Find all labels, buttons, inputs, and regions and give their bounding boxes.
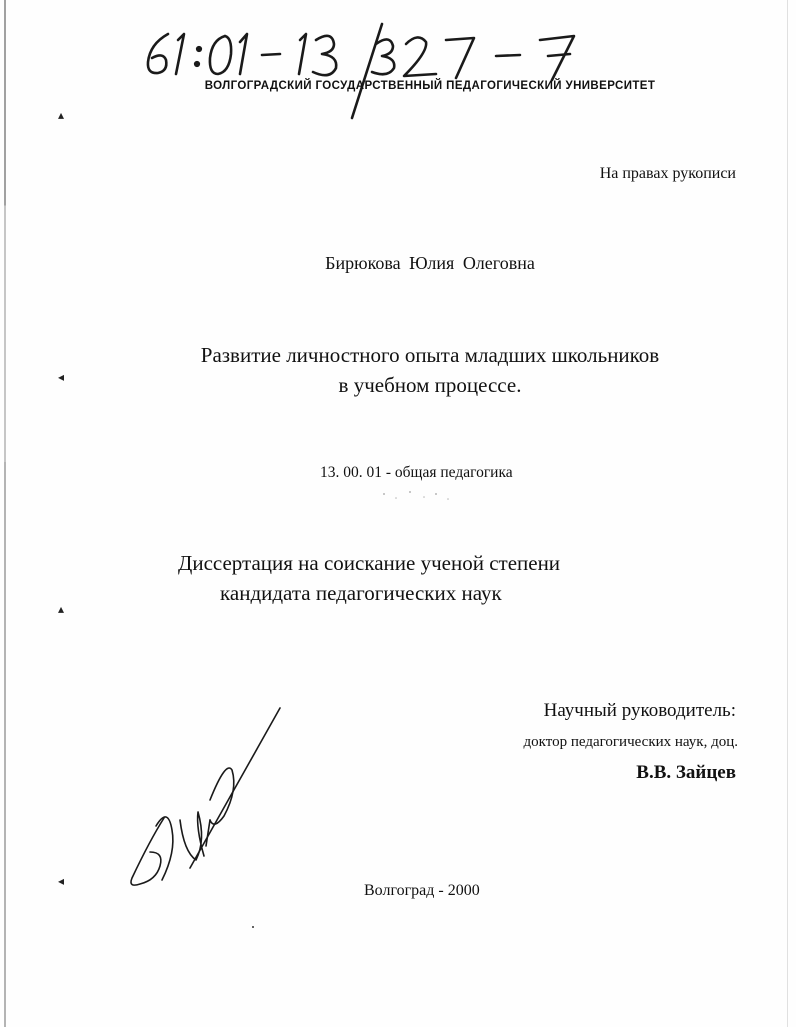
manuscript-rights: На правах рукописи: [599, 165, 736, 182]
title-line-2: в учебном процессе.: [338, 373, 522, 397]
scan-noise: [383, 491, 449, 500]
punch-mark-3: ▴: [58, 602, 65, 616]
author-name: Бирюкова Юлия Олеговна: [325, 253, 535, 273]
university-name: ВОЛГОГРАДСКИЙ ГОСУДАРСТВЕННЫЙ ПЕДАГОГИЧЕСКИЙ УНИВЕРСИТЕТ: [204, 80, 656, 92]
scan-speck: [252, 926, 254, 928]
supervisor-label: Научный руководитель:: [543, 700, 736, 721]
supervisor-degree: доктор педагогических наук, доц.: [523, 734, 738, 750]
dissertation-degree: [178, 548, 560, 608]
punch-mark-1: ▴: [58, 108, 65, 122]
punch-mark-4: ◂: [58, 874, 65, 888]
supervisor-name: В.В. Зайцев: [636, 762, 736, 783]
degree-line-2: кандидата педагогических наук: [220, 581, 502, 605]
dissertation-title: [140, 340, 720, 400]
city-year: Волгоград - 2000: [364, 882, 480, 899]
punch-mark-2: ◂: [58, 370, 65, 384]
degree-line-1: Диссертация на соискание ученой степени: [178, 551, 561, 575]
archive-number-handwritten: [148, 24, 574, 118]
title-line-1: Развитие личностного опыта младших школьников: [200, 343, 660, 367]
specialty-code: 13. 00. 01 - общая педагогика: [320, 464, 513, 481]
supervisor-signature: [131, 708, 280, 885]
